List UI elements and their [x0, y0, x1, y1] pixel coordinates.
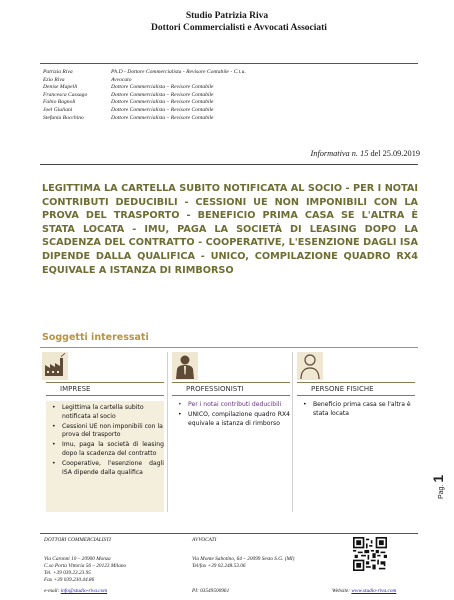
email-link[interactable]: info@studio-riva.com	[60, 588, 108, 594]
qr-code-icon	[353, 537, 387, 571]
footer-website	[332, 588, 396, 594]
list-item: • Legittima la cartella subito notificata al socio	[46, 404, 164, 422]
factory-icon	[42, 352, 68, 380]
footer-line: Tel. +39 039.23.23.95	[44, 570, 91, 576]
people-list	[43, 69, 343, 122]
document-headline: LEGITTIMA LA CARTELLA SUBITO NOTIFICATA AL SOCIO - PER I NOTAI CONTRIBUTI DEDUCIBILI - CESSIONI UE NON IMPONIBILI CON LA PROVA DEL TRASPORTO - BENEFICIO PRIMA CASA SE L'ALTRA È STATA LOCATA - IMU, PAGA LA SOCIETÀ DI LEASING DOPO LA SCADENZA DEL CONTRATTO - COOPERATIVE, L'ESENZIONE DAGLI ISA DIPENDE DALLA QUALIFICA - UNICO, COMPILAZIONE QUADRO RX4 EQUIVALE A ISTANZA DI RIMBORSO	[42, 183, 418, 276]
page-number-value: 1	[430, 474, 446, 483]
bullet-list	[297, 401, 415, 419]
footer-commercialisti	[44, 537, 184, 584]
list-item: • UNICO, compilazione quadro RX4 equivale a istanza di rimborso	[172, 411, 290, 429]
column-body	[46, 401, 164, 512]
page-number	[430, 475, 446, 499]
person-row	[43, 107, 343, 115]
studio-header	[0, 10, 454, 34]
informativa-date: del 25.09.2019	[370, 149, 420, 158]
footer-label: DOTTORI COMMERCIALISTI	[44, 537, 111, 543]
person-role: Dottore Commercialista – Revisore Contabile	[111, 91, 214, 98]
person-name: Joel Giuliani	[43, 106, 73, 113]
person-row	[43, 84, 343, 92]
page-label: Pag.	[438, 484, 445, 499]
list-item: • Cessioni UE non imponibili con la prova del trasporto	[46, 423, 164, 441]
person-row	[43, 92, 343, 100]
list-item: • Beneficio prima casa se l'altra è stata locata	[297, 401, 415, 419]
footer-line: Via Caronni 10 – 20900 Monza	[44, 556, 111, 562]
column-title: PERSONE FISICHE	[297, 382, 415, 396]
bullet-list	[46, 404, 164, 477]
footer-line: Tel/fax +39 02.248.53.06	[192, 563, 246, 569]
person-name: Stefania Bocchino	[43, 114, 84, 121]
column-imprese	[42, 352, 166, 512]
footer-divider	[40, 533, 418, 534]
person-row	[43, 77, 343, 85]
person-row	[43, 115, 343, 123]
header-divider	[40, 63, 418, 64]
section-divider	[40, 347, 418, 348]
informativa-label: Informativa n. 15	[310, 149, 369, 158]
person-icon	[297, 352, 323, 380]
footer-label: AVVOCATI	[192, 537, 217, 543]
person-name: Francesca Cassago	[43, 91, 88, 98]
person-name: Ezio Riva	[43, 76, 65, 83]
firm-name: Studio Patrizia Riva	[185, 11, 269, 21]
person-row	[43, 69, 343, 77]
footer-line: Via Monte Sabotino, 64 – 20099 Sesto S.G. (MI)	[192, 556, 295, 562]
footer-line: C.so Porta Vittoria 56 – 20123 Milano	[44, 563, 127, 569]
person-role: Dottore Commercialista – Revisore Contabile	[111, 114, 214, 121]
footer-avvocati	[192, 537, 342, 570]
column-title: IMPRESE	[46, 382, 164, 396]
professional-icon	[172, 352, 198, 380]
column-professionisti	[167, 352, 291, 512]
firm-subtitle: Dottori Commercialisti e Avvocati Associati	[151, 23, 327, 33]
subjects-grid	[42, 352, 416, 512]
website-link[interactable]: www.studio-riva.com	[351, 588, 397, 594]
website-label: Website:	[332, 588, 351, 594]
person-role: Dottore Commercialista – Revisore Contabile	[111, 106, 214, 113]
person-row	[43, 99, 343, 107]
column-title: PROFESSIONISTI	[172, 382, 290, 396]
footer-piva: PI: 03549500961	[192, 588, 230, 594]
person-role: Avvocato	[111, 76, 132, 83]
informativa-number	[311, 149, 420, 158]
footer-line: Fax +39 039.230.44.86	[44, 577, 95, 583]
footer-email	[44, 588, 107, 594]
person-name: Denise Mapelli	[43, 84, 78, 91]
list-item: • Per i notai contributi deducibili	[172, 401, 290, 410]
section-title: Soggetti interessati	[42, 332, 149, 343]
informativa-divider	[40, 164, 418, 165]
person-role: Dottore Commercialista – Revisore Contabile	[111, 84, 214, 91]
person-name: Fabio Bagnoli	[43, 99, 76, 106]
person-role: Dottore Commercialista – Revisore Contabile	[111, 99, 214, 106]
list-item: • Cooperative, l'esenzione dagli ISA dipende dalla qualifica	[46, 460, 164, 478]
email-label: e-mail:	[44, 588, 60, 594]
column-body	[172, 401, 290, 429]
column-body	[297, 401, 415, 420]
column-persone-fisiche	[292, 352, 416, 512]
person-role: Ph.D - Dottore Commercialista - Revisore Contabile - C.t.u.	[111, 69, 246, 75]
bullet-list	[172, 401, 290, 428]
list-item: • Imu, paga la società di leasing dopo la scadenza del contratto	[46, 441, 164, 459]
person-name: Patrizia Riva	[43, 69, 73, 75]
